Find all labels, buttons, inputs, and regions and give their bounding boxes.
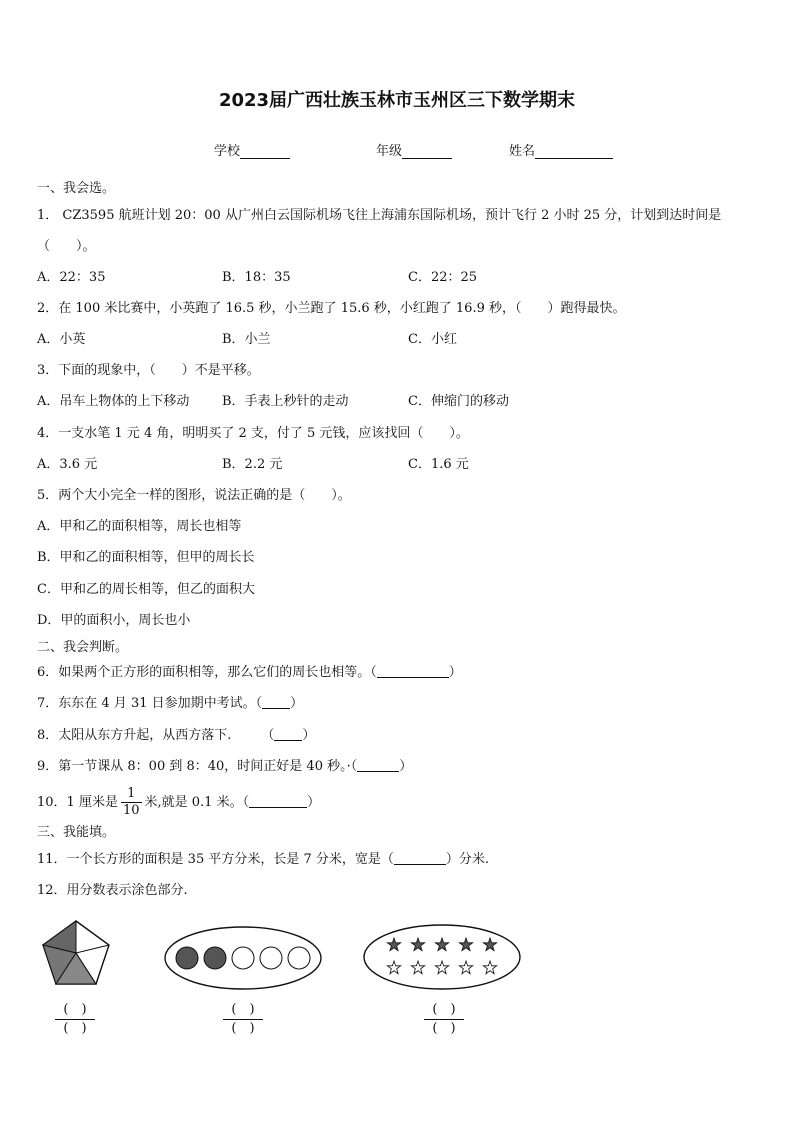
paren-close-unit: ）分米. bbox=[445, 852, 490, 867]
answer-fraction[interactable] bbox=[424, 1003, 464, 1036]
fraction-numerator-blank[interactable]: ( ) bbox=[63, 1002, 87, 1017]
answer-fraction[interactable] bbox=[55, 1003, 95, 1036]
question-1-text: 1． CZ3595 航班计划 20：00 从广州白云国际机场飞往上海浦东国际机场，预计飞行 2 小时 25 分，计划到达时间是 bbox=[37, 208, 722, 223]
section-heading: 三、我能填。 bbox=[37, 825, 116, 840]
option-c[interactable]: C．1.6 元 bbox=[408, 457, 469, 472]
section-heading: 二、我会判断。 bbox=[37, 640, 129, 655]
option-a[interactable]: A．甲和乙的面积相等，周长也相等 bbox=[37, 519, 242, 534]
question-11-text: 11．一个长方形的面积是 35 平方分米，长是 7 分米，宽是（ bbox=[37, 852, 394, 867]
question-9-text: 9．第一节课从 8：00 到 8：40，时间正好是 40 秒。·（ bbox=[37, 759, 358, 774]
page-title: 2023届广西壮族玉林市玉州区三下数学期末 bbox=[218, 90, 576, 111]
fraction-denominator-blank[interactable]: ( ) bbox=[231, 1021, 255, 1036]
pentagon-figure bbox=[40, 918, 112, 988]
paren-close: ） bbox=[307, 795, 321, 810]
circles-figure bbox=[163, 925, 323, 991]
option-a[interactable]: A．22：35 bbox=[37, 270, 106, 285]
grade-field bbox=[376, 140, 452, 158]
question-12-text: 12．用分数表示涂色部分. bbox=[37, 883, 188, 898]
empty-circle bbox=[232, 947, 254, 969]
paren-open: （ bbox=[261, 728, 275, 743]
empty-circle bbox=[260, 947, 282, 969]
fraction-denominator-blank[interactable]: ( ) bbox=[432, 1021, 456, 1036]
option-c[interactable]: C．22：25 bbox=[408, 270, 478, 285]
question-2-text: 2．在 100 米比赛中，小英跑了 16.5 秒，小兰跑了 15.6 秒，小红跑了 16.9 秒，（ ）跑得最快。 bbox=[37, 301, 626, 316]
filled-circle bbox=[176, 947, 198, 969]
answer-fraction[interactable] bbox=[223, 1003, 263, 1036]
paren-close: ） bbox=[290, 696, 304, 711]
option-c[interactable]: C．甲和乙的周长相等，但乙的面积大 bbox=[37, 582, 255, 597]
question-1-text-cont: （ ）。 bbox=[37, 239, 96, 254]
answer-blank[interactable] bbox=[249, 794, 307, 808]
fraction-numerator: 1 bbox=[121, 786, 142, 803]
question-8-text: 8．太阳从东方升起，从西方落下. bbox=[37, 728, 232, 743]
option-a[interactable]: A．3.6 元 bbox=[37, 457, 98, 472]
school-label: 学校 bbox=[214, 144, 241, 159]
option-b[interactable]: B．手表上秒针的走动 bbox=[222, 394, 349, 409]
stars-figure bbox=[362, 923, 522, 991]
question-10-text: 10．1 厘米是 bbox=[37, 795, 118, 810]
filled-circle bbox=[204, 947, 226, 969]
option-b[interactable]: B．18：35 bbox=[222, 270, 291, 285]
question-3-text: 3．下面的现象中，（ ）不是平移。 bbox=[37, 363, 260, 378]
option-d[interactable]: D．甲的面积小，周长也小 bbox=[37, 613, 191, 628]
name-label: 姓名 bbox=[509, 144, 536, 159]
fraction bbox=[121, 786, 142, 819]
fraction-numerator-blank[interactable]: ( ) bbox=[432, 1002, 456, 1017]
option-a[interactable]: A．小英 bbox=[37, 332, 86, 347]
option-c[interactable]: C．小红 bbox=[408, 332, 457, 347]
section-heading: 一、我会选。 bbox=[37, 181, 116, 196]
question-6 bbox=[37, 664, 462, 682]
option-b[interactable]: B．小兰 bbox=[222, 332, 271, 347]
question-10-text-cont: 米,就是 0.1 米。（ bbox=[144, 795, 250, 810]
school-blank[interactable] bbox=[240, 144, 290, 159]
question-11 bbox=[37, 851, 489, 869]
paren-close: ） bbox=[399, 759, 413, 774]
question-8 bbox=[37, 727, 315, 745]
question-7-text: 7．东东在 4 月 31 日参加期中考试。（ bbox=[37, 696, 263, 711]
answer-blank[interactable] bbox=[357, 758, 399, 772]
option-b[interactable]: B．2.2 元 bbox=[222, 457, 283, 472]
name-field bbox=[509, 140, 613, 158]
option-c[interactable]: C．伸缩门的移动 bbox=[408, 394, 509, 409]
grade-label: 年级 bbox=[376, 144, 403, 159]
question-10 bbox=[37, 786, 320, 820]
answer-blank[interactable] bbox=[274, 727, 302, 741]
question-6-text: 6．如果两个正方形的面积相等，那么它们的周长也相等。（ bbox=[37, 665, 377, 680]
answer-blank[interactable] bbox=[262, 695, 290, 709]
question-9 bbox=[37, 758, 412, 776]
school-field bbox=[214, 140, 290, 158]
fraction-numerator-blank[interactable]: ( ) bbox=[231, 1002, 255, 1017]
paren-close: ） bbox=[302, 728, 316, 743]
grade-blank[interactable] bbox=[402, 144, 452, 159]
answer-blank[interactable] bbox=[377, 664, 449, 678]
empty-circle bbox=[288, 947, 310, 969]
answer-blank[interactable] bbox=[394, 851, 446, 865]
fraction-denominator-blank[interactable]: ( ) bbox=[63, 1021, 87, 1036]
option-b[interactable]: B．甲和乙的面积相等，但甲的周长长 bbox=[37, 550, 255, 565]
question-5-text: 5．两个大小完全一样的图形，说法正确的是（ ）。 bbox=[37, 488, 351, 503]
question-4-text: 4．一支水笔 1 元 4 角，明明买了 2 支，付了 5 元钱，应该找回（ ）。 bbox=[37, 426, 469, 441]
question-7 bbox=[37, 695, 303, 713]
option-a[interactable]: A．吊车上物体的上下移动 bbox=[37, 394, 190, 409]
paren-close: ） bbox=[448, 665, 462, 680]
name-blank[interactable] bbox=[535, 144, 613, 159]
fraction-denominator: 10 bbox=[122, 803, 140, 818]
